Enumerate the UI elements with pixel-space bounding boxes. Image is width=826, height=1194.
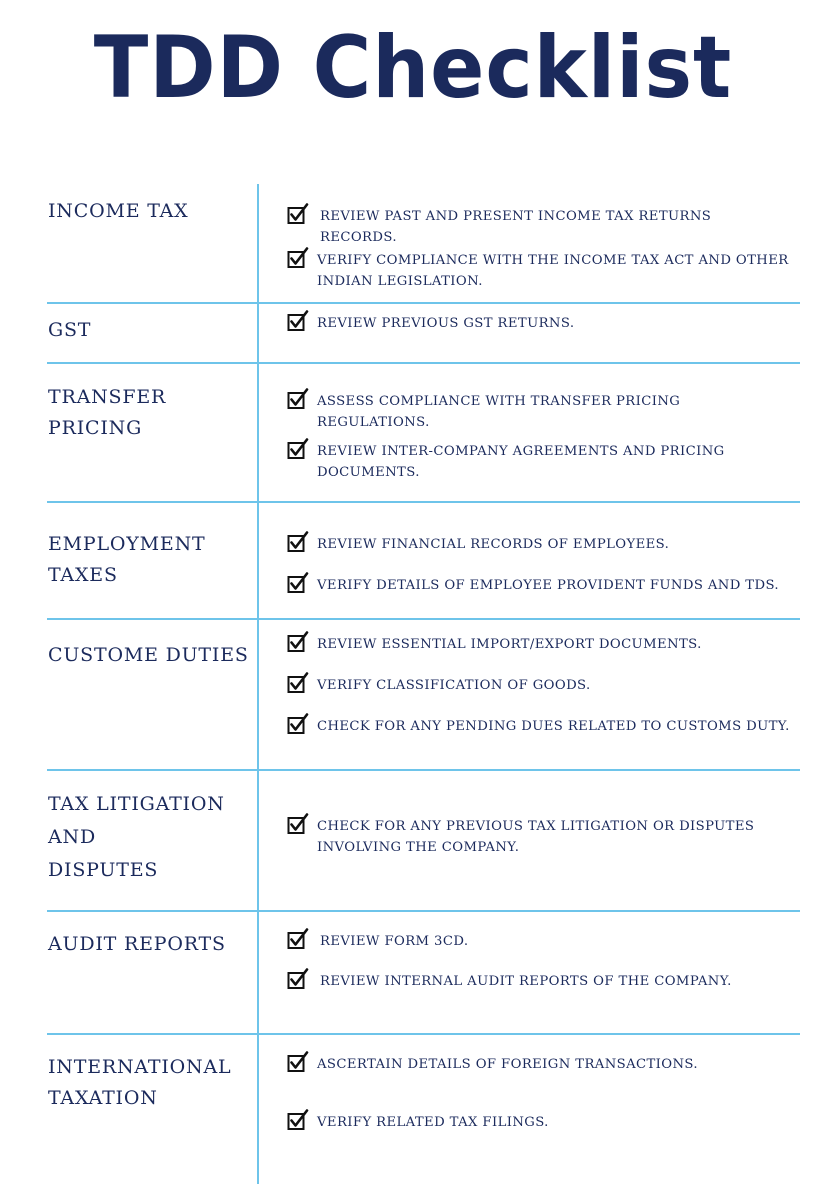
checklist-item [287, 250, 792, 292]
checkbox-checked-icon [287, 438, 309, 460]
checklist-item [287, 971, 792, 992]
checklist-item [287, 816, 792, 858]
checkbox-checked-icon [287, 1051, 309, 1073]
category-tax-litigation: TAX LITIGATION AND DISPUTES [48, 793, 225, 881]
category-custome-duties: CUSTOME DUTIES [48, 644, 249, 666]
checklist-item-text: VERIFY RELATED TAX FILINGS. [317, 1115, 549, 1130]
checkbox-checked-icon [287, 631, 309, 653]
checkbox-checked-icon [287, 247, 309, 269]
row-divider [47, 1033, 800, 1035]
category-employment-taxes: EMPLOYMENT TAXES [48, 533, 206, 586]
row-divider [47, 362, 800, 364]
checklist-item-text: VERIFY CLASSIFICATION OF GOODS. [317, 678, 591, 693]
checklist-item-text: REVIEW ESSENTIAL IMPORT/EXPORT DOCUMENTS. [317, 637, 702, 652]
checklist-item [287, 575, 792, 596]
checklist-item-text: REVIEW FINANCIAL RECORDS OF EMPLOYEES. [317, 537, 670, 552]
row-divider [47, 501, 800, 503]
row-divider [47, 618, 800, 620]
checklist-item [287, 931, 792, 952]
checklist-item [287, 313, 792, 334]
page-title: TDD Checklist [93, 18, 733, 118]
row-divider [47, 910, 800, 912]
checklist-item [287, 1054, 792, 1075]
row-divider [47, 769, 800, 771]
row-divider [47, 302, 800, 304]
checklist-item-text: REVIEW PREVIOUS GST RETURNS. [317, 316, 575, 331]
checkbox-checked-icon [287, 388, 309, 410]
checklist-item [287, 675, 792, 696]
checklist-item [287, 1112, 792, 1133]
checkbox-checked-icon [287, 531, 309, 553]
category-transfer-pricing: TRANSFER PRICING [48, 386, 167, 439]
checklist-item-text: VERIFY COMPLIANCE WITH THE INCOME TAX ACT AND OTHER INDIAN LEGISLATION. [317, 253, 789, 289]
checklist-item [287, 716, 792, 737]
category-gst: GST [48, 319, 92, 341]
checkbox-checked-icon [287, 713, 309, 735]
category-audit-reports: AUDIT REPORTS [48, 933, 226, 955]
checklist-item [287, 206, 792, 248]
checklist-item-text: REVIEW FORM 3CD. [320, 934, 469, 949]
checklist-item-text: VERIFY DETAILS OF EMPLOYEE PROVIDENT FUNDS AND TDS. [317, 578, 779, 593]
checkbox-checked-icon [287, 1109, 309, 1131]
checklist-item-text: CHECK FOR ANY PENDING DUES RELATED TO CUSTOMS DUTY. [317, 719, 790, 734]
checklist-item-text: REVIEW INTER-COMPANY AGREEMENTS AND PRICING DOCUMENTS. [317, 444, 725, 480]
checklist-item-text: REVIEW PAST AND PRESENT INCOME TAX RETURNS RECORDS. [320, 209, 712, 245]
checklist-item-text: REVIEW INTERNAL AUDIT REPORTS OF THE COMPANY. [320, 974, 732, 989]
checkbox-checked-icon [287, 310, 309, 332]
checkbox-checked-icon [287, 572, 309, 594]
checklist-item [287, 391, 792, 433]
checkbox-checked-icon [287, 928, 309, 950]
checklist-item [287, 534, 792, 555]
checkbox-checked-icon [287, 203, 309, 225]
category-income-tax: INCOME TAX [48, 200, 189, 222]
checklist-item-text: ASCERTAIN DETAILS OF FOREIGN TRANSACTIONS. [317, 1057, 698, 1072]
checkbox-checked-icon [287, 813, 309, 835]
checklist-item-text: ASSESS COMPLIANCE WITH TRANSFER PRICING REGULATIONS. [317, 394, 681, 430]
checklist-item [287, 634, 792, 655]
checkbox-checked-icon [287, 672, 309, 694]
checklist-item-text: CHECK FOR ANY PREVIOUS TAX LITIGATION OR DISPUTES INVOLVING THE COMPANY. [317, 819, 755, 855]
checklist-item [287, 441, 792, 483]
category-international-taxation: INTERNATIONAL TAXATION [48, 1056, 232, 1109]
checkbox-checked-icon [287, 968, 309, 990]
